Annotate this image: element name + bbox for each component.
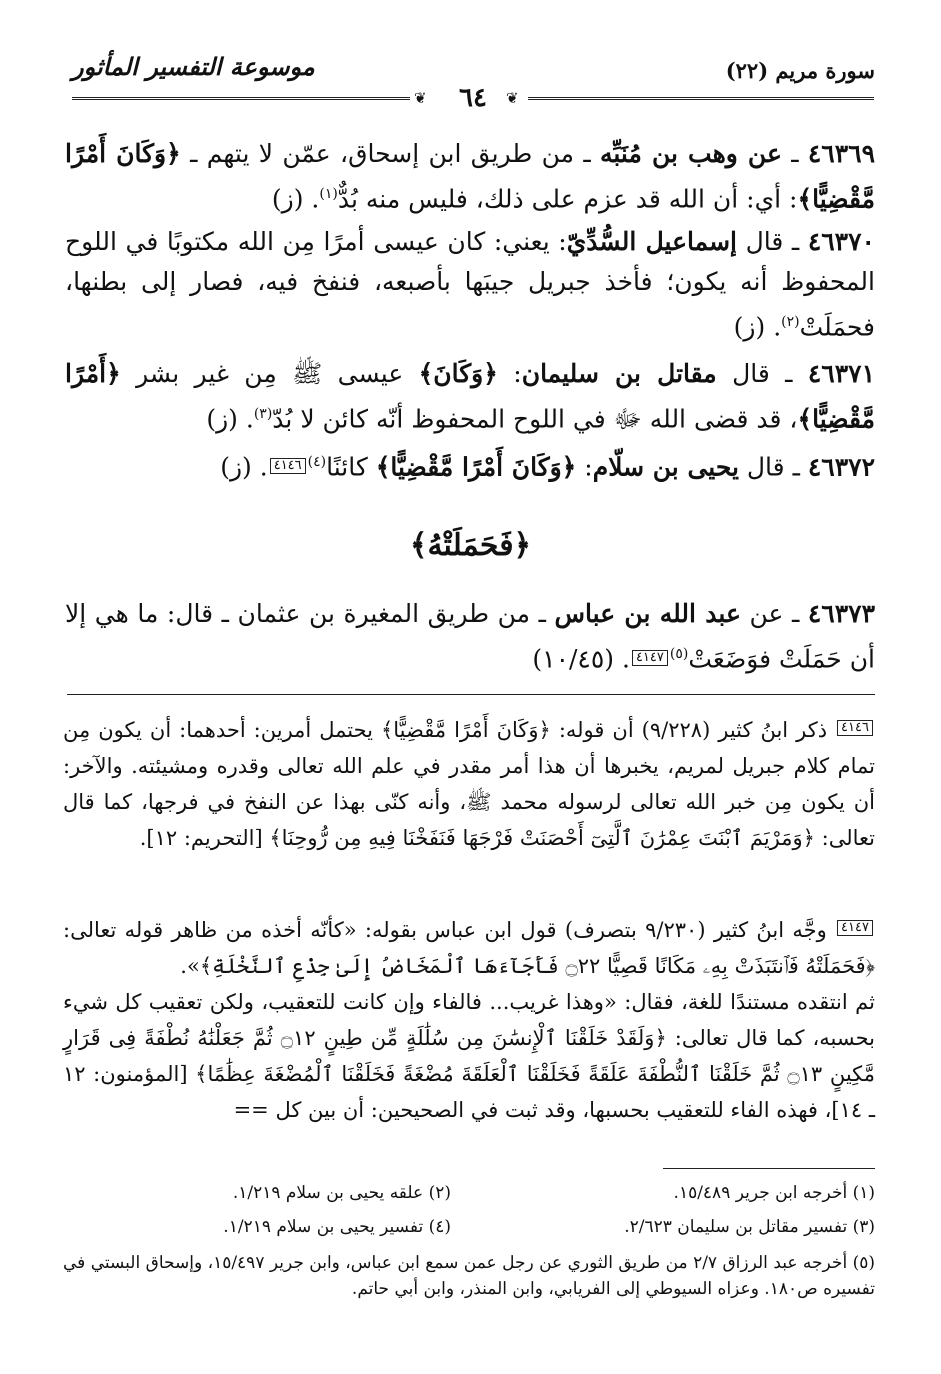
narrator-name: عبد الله بن عباس — [554, 599, 741, 628]
footnote: (٥) أخرجه عبد الرزاق ٢/٧ من طريق الثوري عن رجل عمن سمع ابن عباس، وابن جرير ١٥/٤٩٧، وإسحاق البستي في تفسيره ص١٨٠. وعزاه السيوطي إلى الفريابي، وابن المنذر، وابن أبي حاتم. — [63, 1253, 875, 1299]
footnote-marker[interactable]: (٢) — [781, 314, 800, 330]
entry-lead: ـ عن — [749, 599, 800, 628]
commentary-note — [63, 912, 875, 984]
header-rule-left — [72, 97, 410, 100]
narrator-name: إسماعيل السُّدِّيّ — [566, 227, 737, 256]
hadith-entry: ٤٦٣٧١ ـ قال مقاتل بن سليمان: ﴿وَكَانَ﴾ عيسى ﷺ مِن غير بشر ﴿أَمْرًا مَّقْضِيًّا﴾، قد قضى الله ﷻ في اللوح المحفوظ أنّه كائن لا بُدّ$^{(٣)}$. (ز) — [65, 359, 876, 434]
hadith-entry: ٤٦٣٦٩ ـ عن وهب بن مُنَبِّه ـ من طريق ابن إسحاق، عمّن لا يتهم ـ ﴿وَكَانَ أَمْرًا مَّقْضِيًّا﴾: أي: أن الله قد عزم على ذلك، فليس منه بُدٌّ$^{(١)}$. (ز) — [65, 139, 875, 214]
commentary-ref-box[interactable]: ٤١٤٧ — [632, 650, 668, 666]
entry-lead: ـ قال — [746, 452, 800, 482]
entry-text: كائنًا — [326, 452, 368, 482]
narrator-name: عن وهب بن مُنَبِّه — [599, 139, 782, 168]
quran-verse: ﴿وَكَانَ أَمْرًا مَّقْضِيًّا﴾ — [65, 139, 875, 214]
source-code: . (١٠/٤٥) — [532, 644, 630, 674]
source-code: . (ز) — [271, 184, 320, 214]
quran-verse: ﴿وَكَانَ﴾ — [418, 359, 498, 388]
source-code: . (ز) — [733, 312, 782, 342]
book-title-header: موسوعة التفسير المأثور — [72, 52, 315, 81]
footnote-marker[interactable]: (٤) — [307, 454, 327, 470]
entry-text: ، قد قضى الله ﷻ في اللوح المحفوظ أنّه كائن لا بُدّ — [272, 404, 798, 434]
hadith-entry — [65, 222, 875, 347]
header-rule-right — [528, 97, 874, 100]
commentary-note — [63, 712, 875, 856]
ornament-right-icon: ❦ — [506, 89, 519, 107]
surah-header: سورة مريم (٢٢) — [725, 58, 875, 83]
commentary-text: وجَّه ابنُ كثير (٩/٢٣٠ بتصرف) قول ابن عباس بقوله: «كأنّه أخذه من ظاهر قوله تعالى: ﴿فَحَمَلَتْهُ فَٱنتَبَذَتْ بِهِۦ مَكَانًا قَصِيًّا ۝٢٢ فَأَجَآءَهَا ٱلْمَخَاضُ إِلَىٰ جِذْعِ ٱلنَّخْلَةِ﴾». — [63, 918, 875, 978]
footnote: (٤) تفسير يحيى بن سلام ١/٢١٩. — [223, 1217, 451, 1237]
commentary-text: ثم انتقده مستندًا للغة، فقال: «وهذا غريب... فالفاء وإن كانت للتعقيب، ولكن تعقيب كل شيء بحسبه، كما قال تعالى: ﴿وَلَقَدْ خَلَقْنَا ٱلْإِنسَٰنَ مِن سُلَٰلَةٍ مِّن طِينٍ ۝١٢ ثُمَّ جَعَلْنَٰهُ نُطْفَةً فِى قَرَارٍ مَّكِينٍ ۝١٣ ثُمَّ خَلَقْنَا ٱلنُّطْفَةَ عَلَقَةً فَخَلَقْنَا ٱلْعَلَقَةَ مُضْغَةً فَخَلَقْنَا ٱلْمُضْغَةَ عِظَٰمًا﴾ [المؤمنون: ١٢ ـ ١٤]، فهذه الفاء للتعقيب بحسبها، وقد ثبت في الصحيحين: أن بين كل == — [63, 990, 876, 1122]
narrator-name: مقاتل بن سليمان — [521, 359, 717, 388]
quran-verse: ﴿أَمْرًا مَّقْضِيًّا﴾ — [65, 359, 875, 434]
footnote-marker[interactable]: (٥) — [669, 646, 689, 662]
entry-number: ٤٦٣٦٩ — [807, 139, 875, 168]
commentary-separator — [67, 694, 875, 695]
section-title: ﴿فَحَمَلَتْهُ﴾ — [409, 528, 532, 563]
entry-text: : يعني: كان عيسى أمرًا مِن الله مكتوبًا في اللوح المحفوظ أنه يكون؛ فأخذ جبريل جيبَها بأصبعه، فنفخ فيه، فصار إلى بطنها، فحمَلَتْ — [65, 227, 875, 342]
footnote: (١) أخرجه ابن جرير ١٥/٤٨٩. — [673, 1183, 875, 1203]
entry-number: ٤٦٣٧٠ — [807, 227, 875, 256]
quran-verse: ﴿وَكَانَ أَمْرًا مَّقْضِيًّا﴾ — [375, 452, 577, 482]
entry-lead: ـ قال — [732, 359, 793, 388]
entry-text: : أي: أن الله قد عزم على ذلك، فليس منه بُدٌّ — [337, 184, 798, 214]
commentary-ref-box: ٤١٤٧ — [837, 920, 873, 936]
commentary-ref-box: ٤١٤٦ — [837, 720, 873, 736]
hadith-entry — [65, 594, 875, 679]
commentary-text: ذكر ابنُ كثير (٩/٢٢٨) أن قوله: ﴿وَكَانَ أَمْرًا مَّقْضِيًّا﴾ يحتمل أمرين: أحدهما: أن يكون مِن تمام كلام جبريل لمريم، يخبرها أن هذا أمر مقدر في علم الله تعالى وقدره ومشيئته. والآخر: أن يكون مِن خبر الله تعالى لرسوله محمد ﷺ، وأنه كنّى بهذا عن النفخ في فرجها، كما قال تعالى: ﴿وَمَرْيَمَ ٱبْنَتَ عِمْرَٰنَ ٱلَّتِىٓ أَحْصَنَتْ فَرْجَهَا فَنَفَخْنَا فِيهِ مِن رُّوحِنَا﴾ [التحريم: ١٢]. — [63, 718, 875, 850]
entry-text: ـ من طريق ابن إسحاق، عمّن لا يتهم ـ — [190, 139, 591, 168]
hadith-entry: ٤٦٣٧٢ ـ قال يحيى بن سلّام: ﴿وَكَانَ أَمْرًا مَّقْضِيًّا﴾ كائنًا$^{(٤)}$٤١٤٦. (ز) — [220, 452, 875, 482]
footnote-separator — [663, 1168, 875, 1169]
source-code: . (ز) — [220, 452, 268, 482]
commentary-ref-box[interactable]: ٤١٤٦ — [270, 458, 306, 474]
entry-lead: ـ قال — [745, 227, 800, 256]
footnote: (٣) تفسير مقاتل بن سليمان ٢/٦٢٣. — [624, 1217, 875, 1237]
entry-text: ـ من طريق المغيرة بن عثمان ـ قال: ما هي إلا أن حَمَلَتْ فوَضَعَتْ — [65, 599, 875, 674]
footnote-marker[interactable]: (٣) — [253, 406, 273, 422]
narrator-name: يحيى بن سلّام — [592, 452, 739, 482]
footnote: (٢) علقه يحيى بن سلام ١/٢١٩. — [232, 1183, 451, 1203]
page-number: ٦٤ — [459, 83, 487, 113]
ornament-left-icon: ❦ — [414, 89, 427, 107]
footnote-marker[interactable]: (١) — [319, 186, 338, 202]
entry-number: ٤٦٣٧٢ — [807, 452, 875, 482]
source-code: . (ز) — [206, 404, 254, 434]
entry-number: ٤٦٣٧١ — [807, 359, 876, 388]
entry-number: ٤٦٣٧٣ — [807, 599, 875, 628]
commentary-note — [63, 984, 875, 1128]
entry-text: عيسى ﷺ مِن غير بشر — [136, 359, 404, 388]
